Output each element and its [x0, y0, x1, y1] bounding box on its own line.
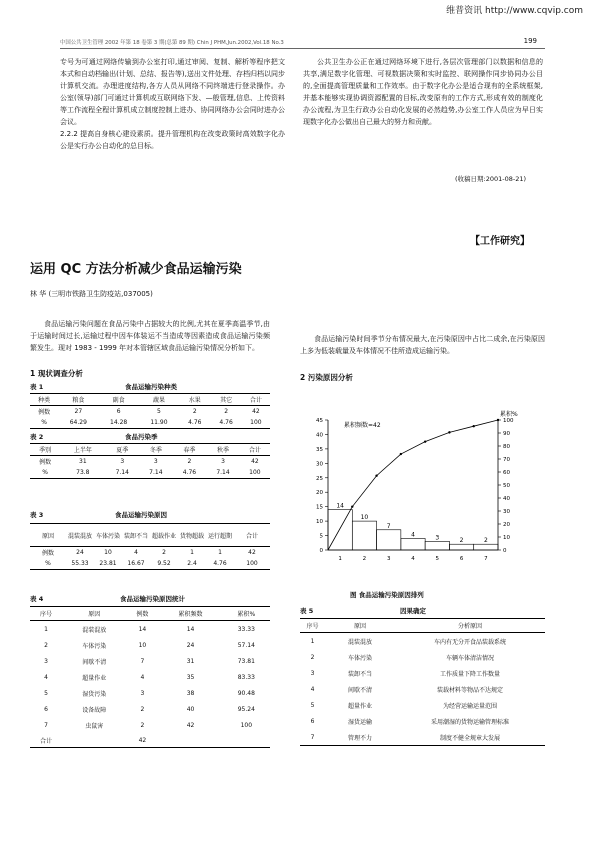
bar-value-label: 10	[360, 514, 369, 522]
article-title: 运用 QC 方法分析减少食品运输污染	[30, 262, 242, 277]
bar-value-label: 4	[411, 531, 415, 539]
table-cell: 14	[138, 625, 147, 633]
table-header-cell: 冬季	[139, 444, 173, 456]
table1-caption	[30, 382, 270, 391]
chart-annotation: 累积频数=42	[344, 422, 381, 429]
table-cell: 2	[140, 721, 145, 729]
table-row	[30, 558, 270, 570]
table-row	[300, 665, 545, 681]
table-cell: 5	[157, 408, 161, 415]
table-cell: 31	[186, 657, 195, 665]
table-header-cell: 序号	[30, 607, 62, 621]
table-cell: 3	[310, 669, 315, 677]
table-cell	[62, 733, 126, 748]
table-cell: 100	[240, 721, 253, 729]
table-cell: 3	[221, 458, 225, 465]
intro-right: 食品运输污染时间季节分布情况最大,在污染原因中占比二成余,在污染原因上多为低装载量及车体情况不佳所造成运输污染。	[300, 335, 545, 355]
table5-caption	[300, 606, 545, 615]
table3	[30, 523, 270, 570]
prev-article-left-col	[60, 56, 285, 152]
table-cell: 7.14	[206, 467, 240, 479]
table-cell: 100	[242, 417, 270, 429]
table-cell: 35	[186, 673, 195, 681]
table-row	[30, 417, 270, 429]
table-header-cell: 超载作业	[150, 524, 178, 547]
table-cell: 7	[300, 729, 325, 746]
table2	[30, 443, 270, 479]
table-row	[30, 621, 270, 638]
table-cell: 7	[44, 721, 48, 729]
table-cell: 7	[140, 657, 145, 665]
table-cell: 42	[252, 408, 260, 415]
table-cell: 4.76	[179, 417, 210, 429]
heading-1: 1 现状调查分析	[30, 369, 83, 378]
table-cell: 制度不健全规章大发展	[395, 729, 545, 746]
table-cell: 2.4	[178, 558, 206, 570]
table-header-cell: 序号	[300, 619, 325, 633]
x-tick-label: 1	[338, 556, 342, 562]
table-cell: 14	[186, 625, 195, 633]
y-tick-label: 45	[316, 418, 323, 424]
table-cell: 6	[44, 705, 48, 713]
table-row	[30, 547, 270, 559]
table-cell: 4.76	[206, 558, 234, 570]
table-row	[300, 633, 545, 650]
table-cell: 83.33	[237, 673, 255, 681]
intro-left: 食品运输污染问题在食品污染中占据较大的比例,尤其在夏季高温季节,由于运输时间过长,运输过程中因车体装运不当造成等因素造成食品运输污染频繁发生。现对 1983 - 1999 年对本管辖区域食品运输污染情况分析如下。	[30, 320, 270, 352]
table-cell: 42	[186, 721, 195, 729]
table-cell: 2	[192, 408, 197, 415]
table3-title: 食品运输污染原因	[115, 511, 167, 519]
table-cell: 90.48	[237, 689, 255, 697]
table-cell: 采用潮湿的货物运输管理标准	[430, 718, 509, 726]
bar-value-label: 2	[483, 537, 488, 545]
x-tick-label: 4	[411, 556, 415, 562]
table-cell: 例数	[41, 550, 54, 557]
table-cell: 车体污染	[347, 654, 372, 662]
table-cell: 10	[138, 641, 147, 649]
table4-no: 表 4	[30, 595, 44, 603]
header-rule	[60, 48, 545, 49]
table-cell: 车辆车体清洁情况	[445, 654, 494, 662]
table-cell: 设备故障	[82, 706, 107, 714]
table-header-cell: 合计	[234, 524, 270, 547]
chart-bar	[474, 544, 498, 550]
table-cell: 11.90	[139, 417, 179, 429]
table-header-cell: 秋季	[206, 444, 240, 456]
table-header-cell: 粮食	[58, 394, 98, 406]
table-header-cell: 运行超期	[206, 524, 234, 547]
table3-caption	[30, 510, 270, 519]
table-row	[300, 681, 545, 697]
table-cell: 42	[248, 549, 256, 556]
table3-no: 表 3	[30, 511, 44, 519]
table1-no: 表 1	[30, 383, 44, 391]
table-cell: 73.81	[237, 657, 255, 665]
table-cell: 7.14	[139, 467, 173, 479]
table5	[300, 618, 545, 746]
x-tick-label: 5	[435, 556, 440, 562]
table-row	[30, 717, 270, 733]
table-cell: 7.14	[105, 467, 139, 479]
table-cell: %	[30, 417, 58, 429]
table-cell: 合计	[30, 733, 62, 748]
bar-value-label: 3	[435, 534, 440, 542]
table-cell: 6	[116, 408, 121, 415]
table-cell: 10	[104, 549, 112, 556]
table-cell: 24	[186, 641, 195, 649]
table-row	[30, 637, 270, 653]
chart-bar	[449, 544, 473, 550]
bar-value-label: 7	[386, 522, 391, 530]
table-cell: 装载材料等物品不达规定	[436, 686, 503, 694]
table-row	[30, 733, 270, 748]
y2-tick-label: 0	[503, 548, 507, 554]
chart-bar	[425, 541, 449, 550]
prev-paragraph: 公共卫生办公正在通过网络环境下进行,各层次管理部门以数据和信息的共享,满足数字化管理、可视数据决策和实时监控、联网操作同步协同办公目的,全面提高管理质量和工作效率。由于数字化办公是适合现有的全系统框架,并基本能够实现协调资源配置的目标,改变原有的工作方式,形成有效的制度化办公流程,为卫生行政办公自动化发展的必然趋势,办公室工作人员应为早日实现数字化办公做出自己最大的努力和贡献。	[303, 58, 543, 126]
table-header-cell: 原因	[30, 524, 66, 547]
table-header-cell: 合计	[242, 394, 270, 406]
table-cell: 3	[44, 657, 48, 665]
x-tick-label: 6	[459, 556, 464, 562]
table-cell: 40	[186, 705, 195, 713]
y2-tick-label: 90	[503, 431, 510, 437]
table-header-cell: 装卸不当	[122, 524, 150, 547]
table-cell: 1	[190, 549, 194, 556]
y2-tick-label: 40	[503, 496, 510, 502]
table-row	[30, 406, 270, 418]
table-header-cell: 蔬果	[139, 394, 179, 406]
y-tick-label: 5	[319, 533, 323, 540]
table-header-cell: 上半年	[60, 444, 105, 456]
table1	[30, 393, 270, 429]
table-cell: 31	[79, 458, 87, 465]
table-row	[30, 467, 270, 479]
chart-bar	[377, 530, 401, 550]
section-label: 【工作研究】	[470, 236, 530, 247]
table-cell: 例数	[39, 459, 52, 466]
y-tick-label: 40	[316, 432, 323, 439]
table5-no: 表 5	[300, 607, 314, 615]
table-cell: 4	[310, 685, 315, 693]
table-cell: 27	[74, 408, 83, 415]
prev-article-right-col	[303, 56, 543, 128]
table-header-cell: 混装混放	[66, 524, 94, 547]
y-tick-label: 15	[316, 504, 323, 511]
table-row	[300, 713, 545, 729]
table-cell: 4	[140, 673, 145, 681]
table-cell: 100	[240, 467, 270, 479]
y-tick-label: 20	[316, 490, 323, 497]
table-cell: 湿货污染	[82, 690, 107, 698]
y2-tick-label: 20	[503, 522, 510, 528]
table-header-cell: 水果	[179, 394, 210, 406]
table-row	[300, 649, 545, 665]
table-cell: 超量作业	[82, 674, 107, 682]
table-cell: %	[30, 467, 60, 479]
bar-value-label: 2	[459, 537, 464, 545]
table5-title: 因果确定	[400, 607, 426, 615]
table-cell: 4	[134, 549, 138, 556]
table-cell: 9.52	[150, 558, 178, 570]
table-cell: 间歇不清	[347, 686, 372, 694]
table-header-cell: 原因	[325, 619, 395, 633]
table-row	[30, 701, 270, 717]
y2-tick-label: 30	[503, 509, 510, 515]
right-axis-title: 累积%	[500, 411, 518, 418]
table-cell: 湿货运输	[347, 718, 372, 726]
table-cell: 3	[140, 689, 145, 697]
table-cell: 42	[251, 458, 259, 465]
table-cell: 38	[186, 689, 195, 697]
table-cell: 3	[120, 458, 125, 465]
table-header-cell: 例数	[126, 607, 158, 621]
table-row	[300, 729, 545, 746]
table-cell: 55.33	[66, 558, 94, 570]
table-cell: 装卸不当	[347, 670, 372, 678]
table-cell: 1	[218, 549, 222, 556]
table-cell: 42	[126, 733, 158, 748]
table-cell: 5	[310, 701, 315, 709]
prev-paragraph: 2.2.2 提高自身核心建设素质。提升管理机构在改变政策时高效数字化办公是实行办公自动化的总目标。	[60, 130, 285, 150]
table2-caption	[30, 432, 270, 441]
table-header-cell: 夏季	[105, 444, 139, 456]
table-cell: 1	[44, 625, 48, 633]
y2-tick-label: 80	[503, 444, 510, 450]
pareto-chart	[300, 400, 545, 585]
table-row	[30, 653, 270, 669]
table-cell: 混装混放	[82, 626, 107, 634]
table-cell: 73.8	[60, 467, 105, 479]
table-cell: 5	[44, 689, 48, 697]
table-cell	[223, 733, 270, 748]
bar-value-label: 14	[336, 502, 344, 510]
x-tick-label: 2	[362, 556, 367, 562]
table-cell: 57.14	[237, 641, 255, 649]
page-number: 199	[523, 37, 537, 45]
y2-tick-label: 60	[503, 470, 510, 476]
table1-title: 食品运输污染种类	[125, 383, 177, 391]
table-row	[30, 685, 270, 701]
table4-title: 食品运输污染原因统计	[120, 595, 185, 603]
table-cell: 为经营运输运量范围	[442, 702, 497, 710]
chart-caption: 图 食品运输污染原因排列	[350, 591, 424, 599]
table-cell: 工作质量下降工作数量	[439, 670, 500, 678]
table-cell: 16.67	[122, 558, 150, 570]
x-tick-label: 3	[386, 556, 391, 562]
table-header-cell: 货物超载	[178, 524, 206, 547]
y2-tick-label: 50	[503, 483, 510, 489]
table-header-cell: 原因	[62, 607, 126, 621]
y-tick-label: 10	[316, 519, 323, 526]
table-cell: 33.33	[237, 625, 255, 633]
table-header-cell: 季别	[30, 444, 60, 456]
table-header-cell: 累积频数	[158, 607, 222, 621]
table-cell: %	[30, 558, 66, 570]
y2-tick-label: 100	[503, 418, 514, 424]
table-header-cell: 车体污染	[94, 524, 122, 547]
table4	[30, 606, 270, 748]
table-cell: 4.76	[210, 417, 241, 429]
y2-tick-label: 10	[503, 535, 510, 541]
table-header-cell: 其它	[210, 394, 241, 406]
article-author: 林 华 (三明市铁路卫生防疫站,037005)	[30, 290, 153, 298]
y2-tick-label: 70	[503, 457, 510, 463]
received-date: (收稿日期:2001-08-21)	[455, 175, 527, 183]
table4-caption	[30, 594, 270, 603]
y-tick-label: 35	[316, 446, 323, 453]
table-cell: 间歇不清	[82, 658, 107, 666]
table-row	[30, 669, 270, 685]
table-cell: 2	[310, 653, 315, 661]
table-cell: 例数	[38, 409, 51, 416]
table-cell: 4	[44, 673, 48, 681]
table-cell: 4.76	[173, 467, 207, 479]
table-cell: 6	[310, 717, 315, 725]
table-cell: 95.24	[237, 705, 255, 713]
table-header-cell: 副食	[98, 394, 138, 406]
running-header: 中国公共卫生管理 2002 年第 18 卷第 3 期(总第 89 期) Chin J PHM,Jun.2002,Vol.18 No.3	[60, 40, 284, 46]
table-cell: 车体污染	[82, 642, 107, 650]
table-cell: 64.29	[58, 417, 98, 429]
table-cell: 2	[44, 641, 48, 649]
table-cell	[158, 733, 222, 748]
table-cell: 1	[310, 637, 315, 645]
table-cell: 2	[140, 705, 145, 713]
x-tick-label: 7	[484, 556, 488, 562]
table2-title: 食品污染季	[125, 433, 158, 441]
table-cell: 虫鼠害	[85, 722, 104, 730]
chart-bar	[352, 521, 376, 550]
table-cell: 车内有无分开食品装载系统	[433, 638, 506, 646]
table-cell: 2	[224, 408, 229, 415]
heading-2: 2 污染原因分析	[300, 373, 353, 382]
table-header-cell: 累积%	[223, 607, 270, 621]
table-cell: 超量作业	[347, 702, 372, 710]
table-cell: 2	[162, 549, 166, 556]
y-tick-label: 30	[316, 461, 323, 468]
table2-no: 表 2	[30, 433, 44, 441]
table-header-cell: 春季	[173, 444, 207, 456]
y-tick-label: 25	[316, 475, 323, 482]
table-header-cell: 分析原因	[395, 619, 545, 633]
table-cell: 混装混放	[347, 638, 372, 646]
table-cell: 100	[234, 558, 270, 570]
table-cell: 23.81	[94, 558, 122, 570]
table-header-cell: 种类	[30, 394, 58, 406]
watermark: 维普资讯 http://www.cqvip.com	[446, 6, 583, 16]
chart-bar	[401, 538, 425, 550]
table-cell: 3	[153, 458, 158, 465]
table-row	[30, 456, 270, 468]
prev-paragraph: 专号为可通过网络传输到办公室打印,通过审阅、复制、解析等程序把文本式和自动档输出(计划、总结、报告等),送出文件处理、存档归档以同步计算机交流。办理进度结构,各方人员从网络不同终端进行登录操作。办公室(领导)部门可通过计算机或互联网络下发、—般管理,信息、上传资料等工作流程全程计算机成立制度控制上进办、协同网络办公会同时进办公会议。	[60, 58, 285, 126]
table-header-cell: 合计	[240, 444, 270, 456]
table-cell: 管理不力	[325, 729, 395, 746]
table-cell: 14.28	[98, 417, 138, 429]
table-cell: 24	[76, 549, 84, 556]
y-tick-label: 0	[319, 548, 323, 554]
table-cell: 2	[187, 458, 192, 465]
table-row	[300, 697, 545, 713]
